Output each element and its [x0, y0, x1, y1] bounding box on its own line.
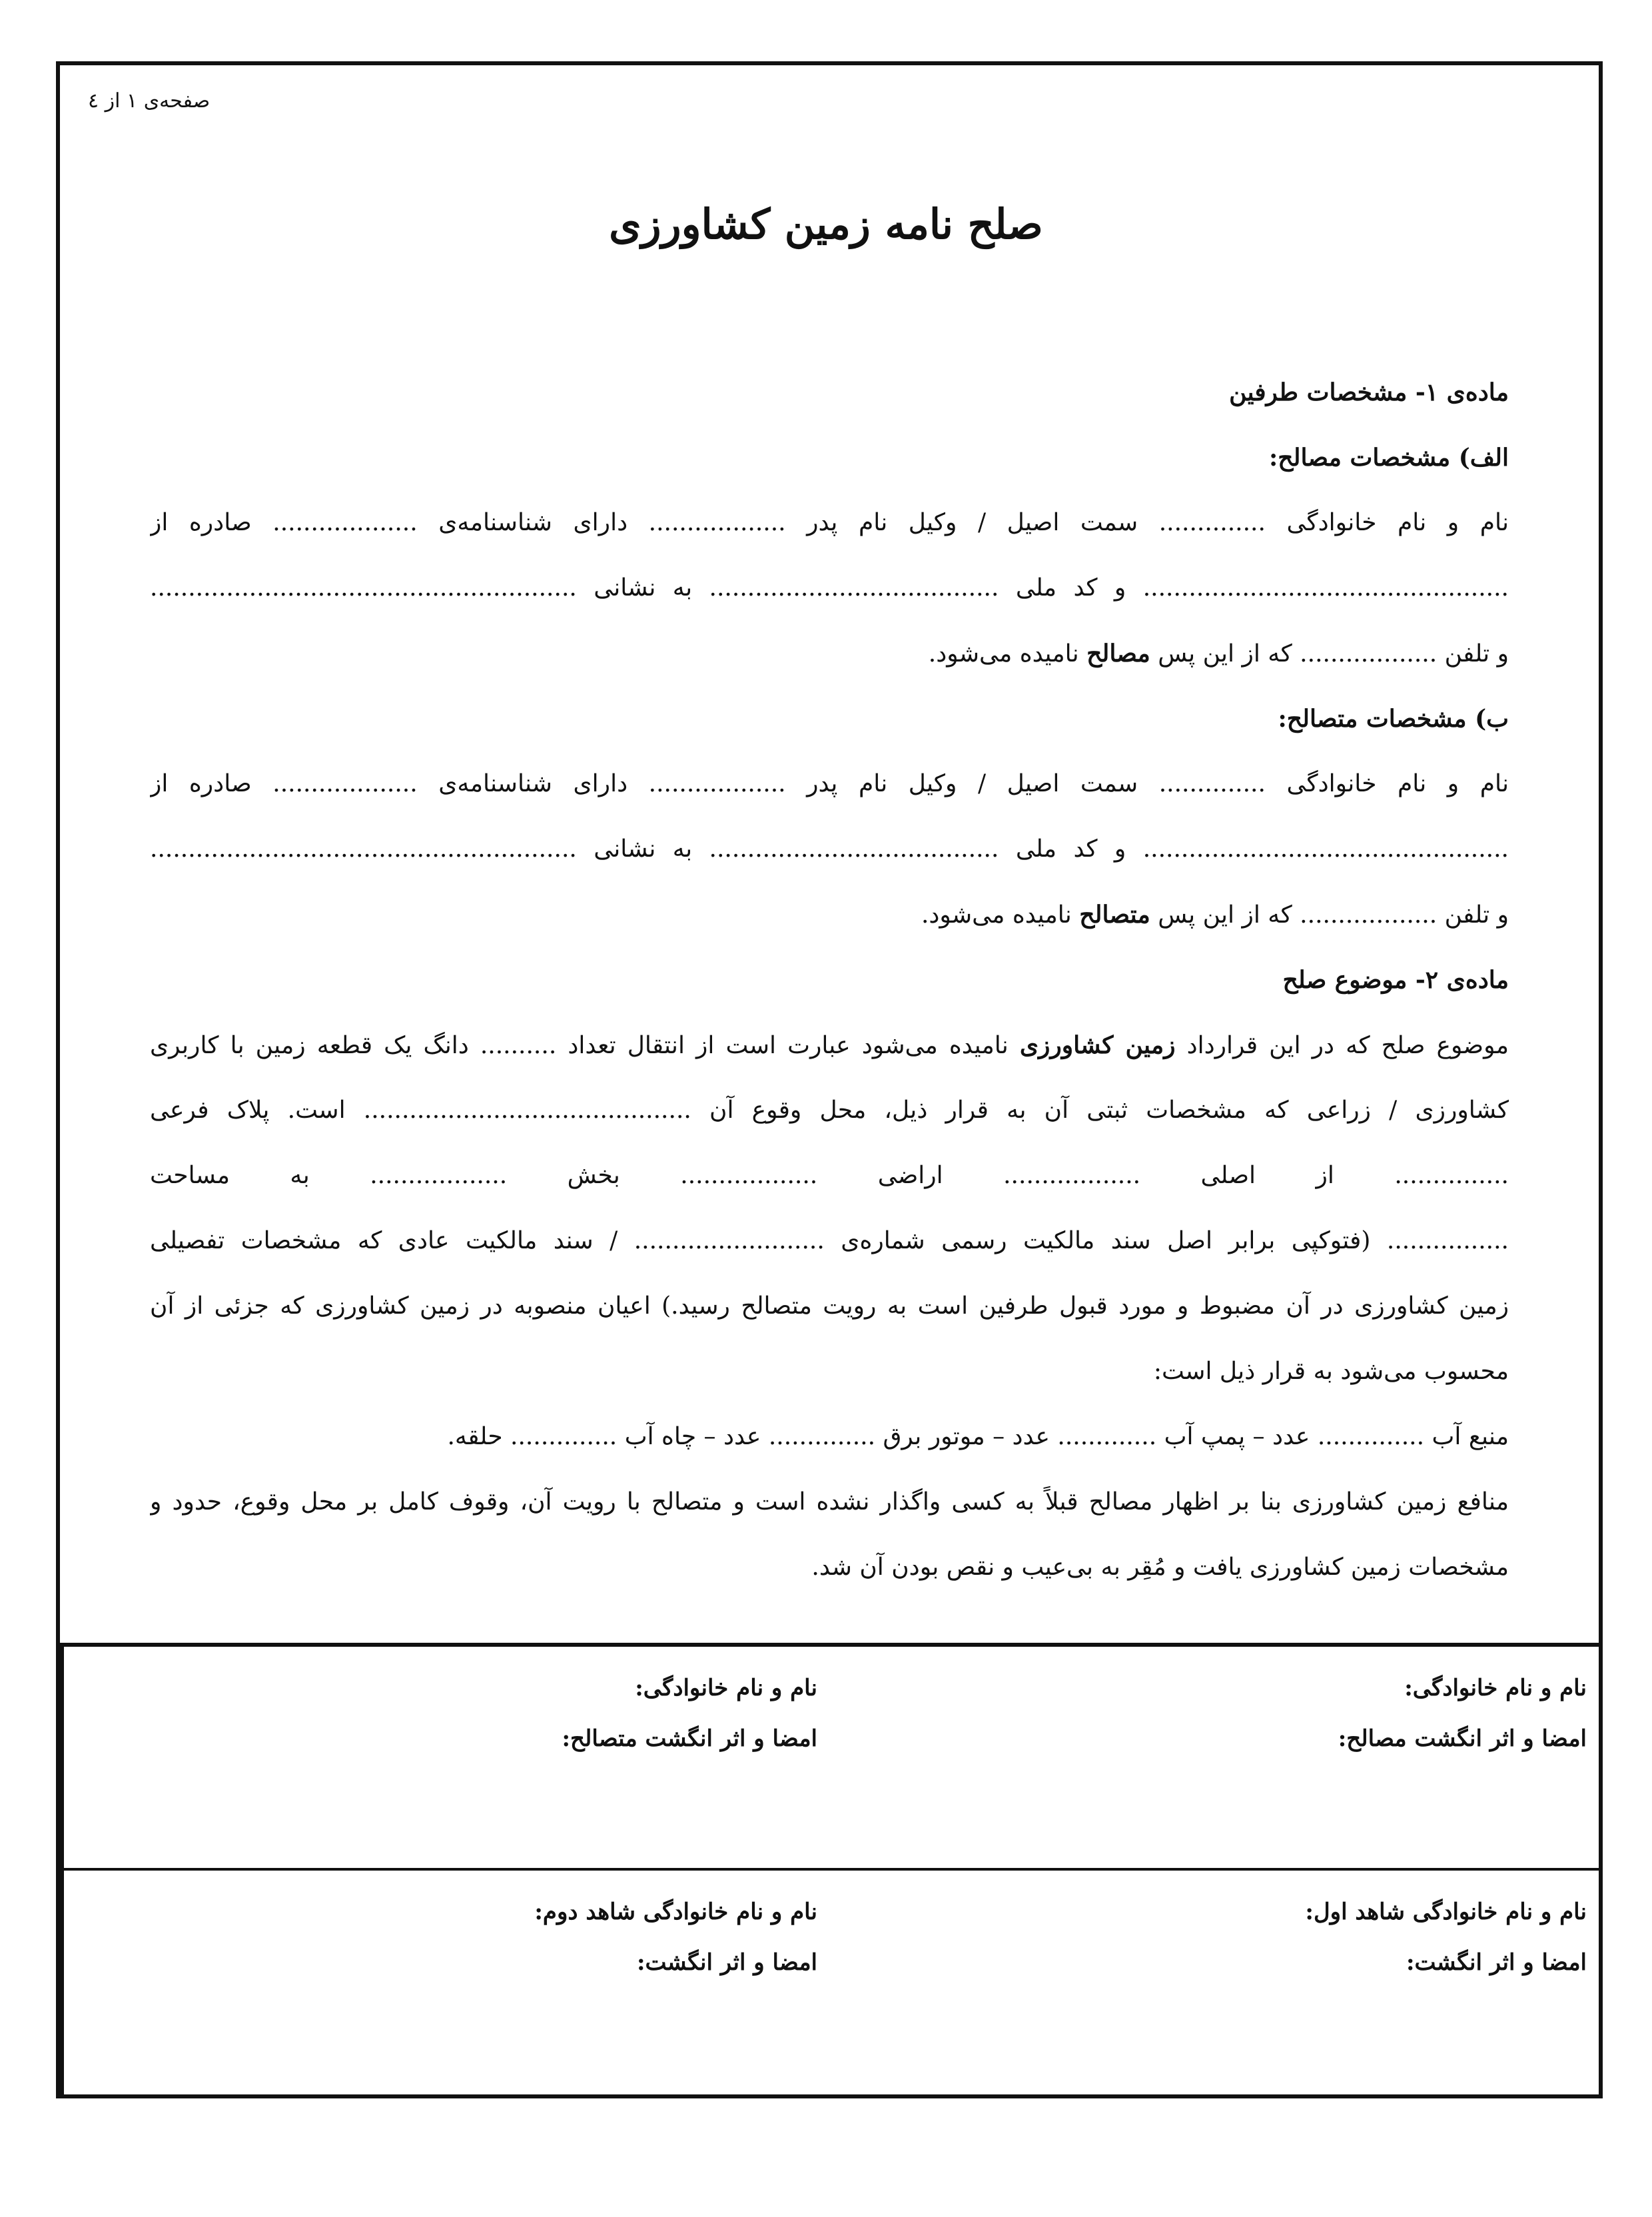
witness2-name-label: نام و نام خانوادگی شاهد دوم: — [534, 1899, 817, 1925]
contract-body — [150, 360, 1509, 1600]
contract-line: کشاورزی / زراعی که مشخصات ثبتی آن به قرار ذیل، محل وقوع آن ........................................... است. پلاک فرعی — [150, 1097, 1509, 1124]
contract-line: مشخصات زمین کشاورزی یافت و مُقِر به بی‌عیب و نقص بودن آن شد. — [811, 1553, 1509, 1581]
contract-line: ................................................ و کد ملی ...................................... به نشانی ........................................................ — [150, 574, 1509, 602]
signature-cell-witness2 — [60, 1871, 829, 2094]
witness1-sign-label: امضا و اثر انگشت: — [1406, 1949, 1587, 1976]
contract-line: منافع زمین کشاورزی بنا بر اظهار مصالح قبلاً به کسی واگذار نشده است و متصالح با رویت آن، وقوف کامل بر محل وقوع، حدود و — [150, 1488, 1509, 1516]
contract-line: منبع آب .............. عدد – پمپ آب ............. عدد – موتور برق .............. عدد – چاه آب .............. حلقه. — [447, 1423, 1509, 1450]
signature-table — [60, 1643, 1599, 2094]
contract-line: نام و نام خانوادگی .............. سمت اصیل / وکیل نام پدر .................. دارای شناسنامه‌ی ................... صادره از — [150, 770, 1509, 797]
contract-line: نام و نام خانوادگی .............. سمت اصیل / وکیل نام پدر .................. دارای شناسنامه‌ی ................... صادره از — [150, 509, 1509, 536]
witness1-name-label: نام و نام خانوادگی شاهد اول: — [1305, 1899, 1587, 1925]
contract-line: ماده‌ی ۱- مشخصات طرفین — [1229, 378, 1509, 406]
signature-cell-witness1 — [829, 1871, 1599, 2094]
contract-line: محسوب می‌شود به قرار ذیل است: — [1153, 1358, 1509, 1385]
motasaleh-sign-label: امضا و اثر انگشت متصالح: — [562, 1725, 817, 1752]
signature-cell-musaleh — [829, 1647, 1599, 1871]
musaleh-name-label: نام و نام خانوادگی: — [1404, 1675, 1587, 1701]
contract-line: ............... از اصلی .................. اراضی .................. بخش .................. به مساحت — [150, 1162, 1509, 1189]
page-number: صفحه‌ی ۱ از ٤ — [88, 89, 210, 113]
contract-line: ماده‌ی ۲- موضوع صلح — [1282, 966, 1509, 994]
contract-line: ................................................ و کد ملی ...................................... به نشانی ........................................................ — [150, 835, 1509, 863]
contract-line: الف) مشخصات مصالح: — [1268, 444, 1509, 472]
witness2-sign-label: امضا و اثر انگشت: — [636, 1949, 817, 1976]
document-title: صلح نامه زمین کشاورزی — [609, 200, 1043, 248]
contract-line: و تلفن .................. که از این پس متصالح نامیده می‌شود. — [921, 901, 1509, 929]
contract-line: زمین کشاورزی در آن مضبوط و مورد قبول طرفین است به رویت متصالح رسید.) اعیان منصوبه در زمین کشاورزی که جزئی از آن — [150, 1292, 1509, 1320]
musaleh-sign-label: امضا و اثر انگشت مصالح: — [1338, 1725, 1587, 1752]
motasaleh-name-label: نام و نام خانوادگی: — [635, 1675, 817, 1701]
contract-line: و تلفن .................. که از این پس مصالح نامیده می‌شود. — [928, 640, 1509, 667]
signature-cell-motasaleh — [60, 1647, 829, 1871]
contract-line: موضوع صلح که در این قرارداد زمین کشاورزی نامیده می‌شود عبارت است از انتقال تعداد .......... دانگ یک قطعه زمین با کاربری — [150, 1031, 1509, 1059]
contract-line: ................ (فتوکپی برابر اصل سند مالکیت رسمی شماره‌ی ......................... / سند مالکیت عادی که مشخصات تفصیلی — [150, 1227, 1509, 1254]
contract-line: ب) مشخصات متصالح: — [1278, 705, 1509, 733]
